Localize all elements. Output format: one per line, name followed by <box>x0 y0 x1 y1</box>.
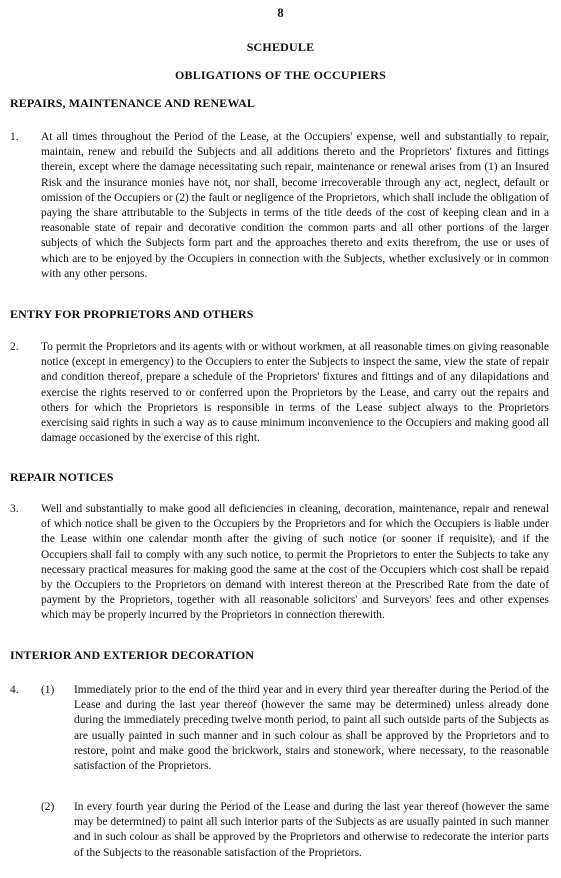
clause-2-text: To permit the Proprietors and its agents with or without workmen, at all reasonable times on giving reasonable notice (except in emergency) to the Occupiers to enter the Subjects to inspect the same, view the state of repair and condition thereof, prepare a schedule of the Proprietors' fixtures and fittings and of any dilapidations and exercise the rights reserved to or conferred upon the Proprietors by the Lease, and carry out the repairs and others for which the Proprietors is responsible in terms of the Lease subject always to the Proprietors exercising said rights in such a way as to cause minimum inconvenience to the Occupiers and making good all damage occasioned by the exercise of this right. <box>41 341 549 445</box>
clause-number-3: 3. <box>10 503 19 515</box>
clause-1-text: At all times throughout the Period of the Lease, at the Occupiers' expense, well and substantially to repair, maintain, renew and rebuild the Subjects and all additions thereto and the Proprietors' fixtures and fittings therein, except where the damage necessitating such repair, maintenance or renewal arises from (1) an Insured Risk and the insurance monies have not, nor shall, become irrecoverable through any act, neglect, default or omission of the Occupiers or (2) the fault or negligence of the Proprietors, which shall include the obligation of paying the share attributable to the Subjects in terms of the title deeds of the cost of keeping clean and in a reasonable state of repair and decorative condition the common parts and all other portions of the larger subjects of which the Subjects form part and the approaches thereto and exits therefrom, the use or uses of which are to be enjoyed by the Occupiers in connection with the Subjects, whether exclusively or in common with any other persons. <box>41 131 549 280</box>
schedule-subtitle: OBLIGATIONS OF THE OCCUPIERS <box>174 68 387 82</box>
subclause-number-4-1: (1) <box>41 684 55 696</box>
subclause-4-2-text: In every fourth year during the Period of the Lease and during the last year thereof (however the same may be determined) to paint all such interior parts of the Subjects as are usually painted in such manner and in such colour as shall be approved by the Proprietors and otherwise to redecorate the interior parts of the Subjects to the reasonable satisfaction of the Proprietors. <box>74 801 549 859</box>
schedule-title: SCHEDULE <box>246 40 315 54</box>
clause-number-2: 2. <box>10 341 19 353</box>
section-heading-repair-notices: REPAIR NOTICES <box>10 470 114 484</box>
section-heading-decoration: INTERIOR AND EXTERIOR DECORATION <box>10 648 255 662</box>
subclause-4-1-text: Immediately prior to the end of the third year and in every third year thereafter during the Period of the Lease and during the last year thereof (however the same may be determined) unless already done during the immediately preceding twelve month period, to paint all such outside parts of the Subjects as are usually painted in such manner and in such colour as shall be approved by the Proprietors and to restore, point and make good the brickwork, stairs and stonework, where necessary, to the reasonable satisfaction of the Proprietors. <box>74 684 549 773</box>
clause-3-text: Well and substantially to make good all deficiencies in cleaning, decoration, maintenance, repair and renewal of which notice shall be given to the Occupiers by the Proprietors and for which the Occupiers is liable under the Lease within one calendar month after the giving of such notice (or sooner if requisite), and if the Occupiers shall fail to comply with any such notice, to permit the Proprietors to enter the Subjects to take any necessary practical measures for making good the same at the cost of the Occupiers which cost shall be repaid by the Occupiers to the Proprietors on demand with interest thereon at the Prescribed Rate from the date of payment by the Proprietors, together with all reasonable solicitors' and Surveyors' fees and other expenses which may be properly incurred by the Proprietors in connection therewith. <box>41 503 549 622</box>
page-number: 8 <box>277 6 284 20</box>
clause-number-4: 4. <box>10 684 19 696</box>
section-heading-entry: ENTRY FOR PROPRIETORS AND OTHERS <box>10 307 254 321</box>
clause-number-1: 1. <box>10 131 19 143</box>
section-heading-repairs: REPAIRS, MAINTENANCE AND RENEWAL <box>10 96 256 110</box>
subclause-number-4-2: (2) <box>41 801 55 813</box>
